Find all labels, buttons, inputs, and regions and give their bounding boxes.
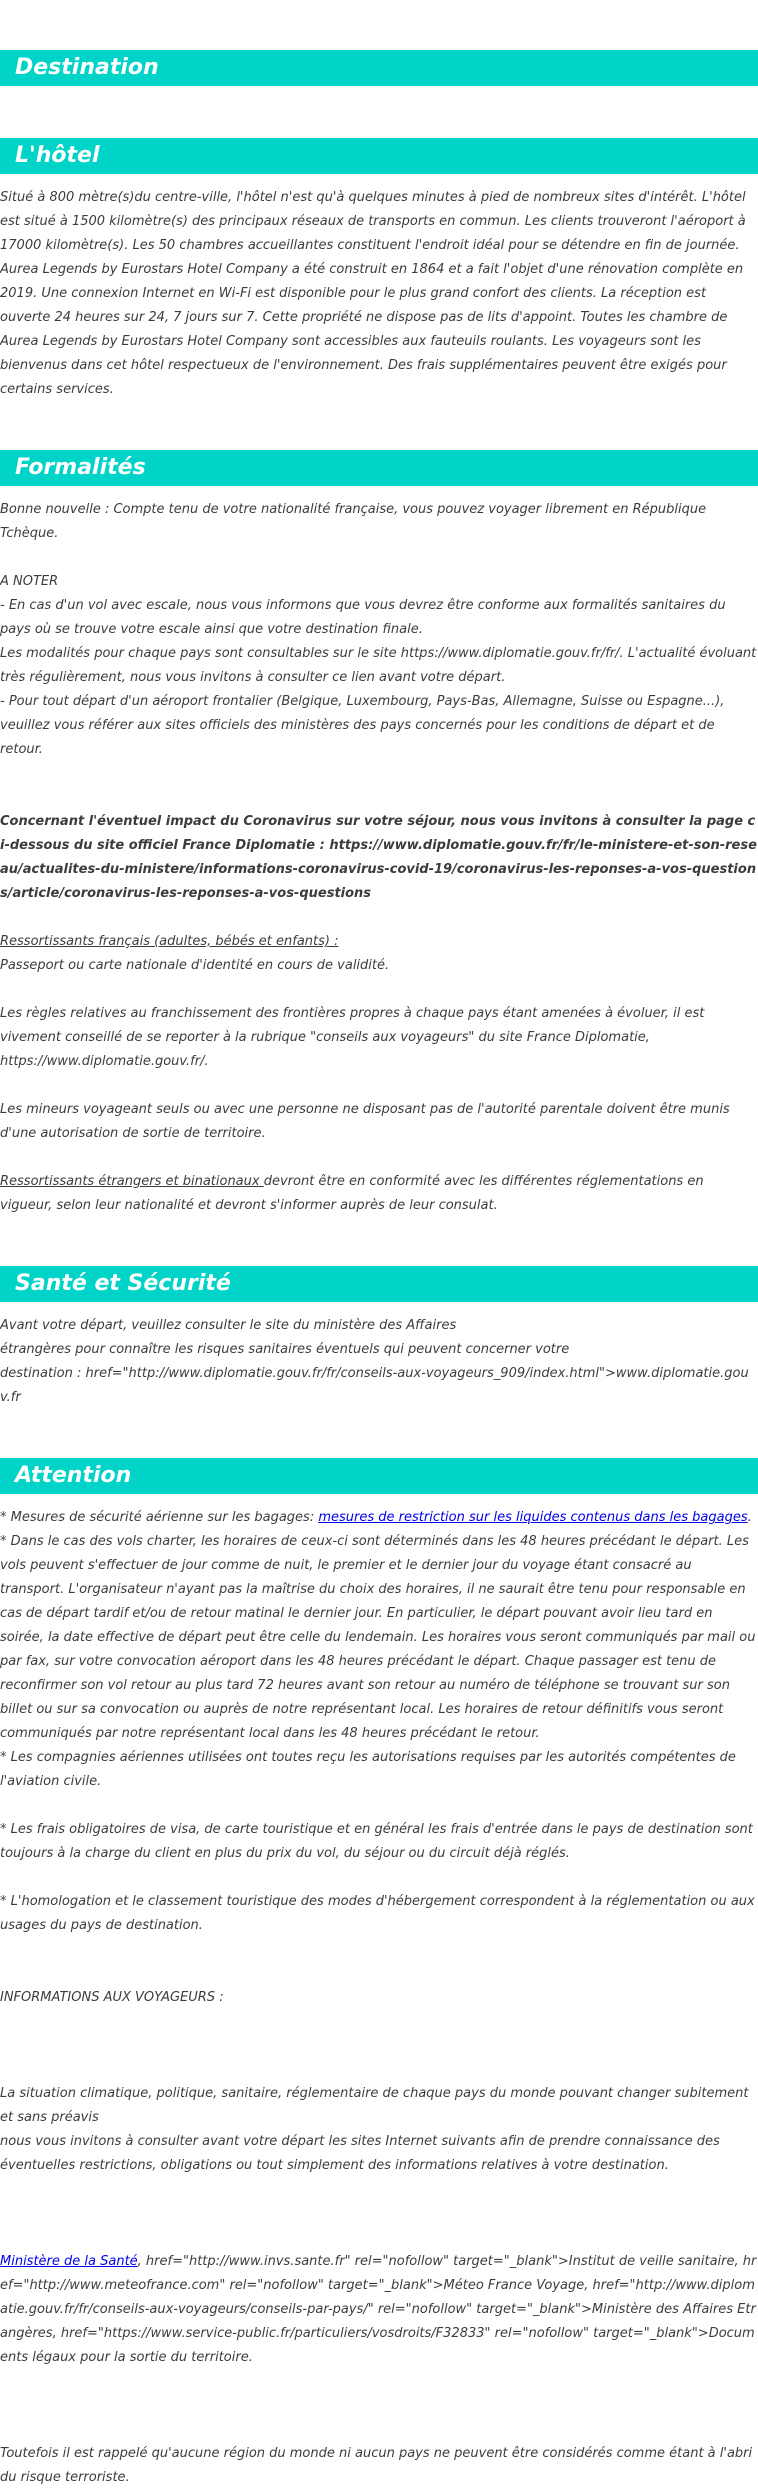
security-measures [0, 1506, 758, 1530]
climate-notice-1: La situation climatique, politique, sanitaire, réglementaire de chaque pays du monde pouvant changer subitement et sans préavis [0, 2086, 749, 2125]
french-nationals-title: Ressortissants français (adultes, bébés et enfants) : [0, 934, 339, 949]
sante-line-3: destination : href="http://www.diplomatie.gouv.fr/fr/conseils-aux-voyageurs_909/index.html">www.diplomatie.gouv.fr [0, 1366, 749, 1405]
section-title-attention: Attention [0, 1458, 758, 1494]
charter-notice: * Dans le cas des vols charter, les horaires de ceux-ci sont déterminés dans les 48 heures précédant le départ. Les vols peuvent s'effectuer de jour comme de nuit, le premier et le dernier jour du voyage étant consacré au transport. L'organisateur n'ayant pas la maîtrise du choix des horaires, il ne saurait être tenu pour responsable en cas de départ tardif et/ou de retour matinal le dernier jour. En particulier, le départ pouvant avoir lieu tard en soirée, la date effective de départ peut être celle du lendemain. Les horaires vous seront communiqués par mail ou par fax, sur votre convocation aéroport dans les 48 heures précédant le départ. Chaque passager est tenu de reconfirmer son vol retour au plus tard 72 heures avant son retour au numéro de téléphone se trouvant sur son billet ou sur sa convocation ou auprès de notre représentant local. Les horaires de retour définitifs vous seront communiqués par notre représentant local dans les 48 heures précédant le retour. [0, 1534, 756, 1741]
border-rules: Les règles relatives au franchissement des frontières propres à chaque pays étant amenées à évoluer, il est vivement conseillé de se reporter à la rubrique "conseils aux voyageurs" du site France Diplomatie, https://www.diplomatie.gouv.fr/. [0, 1006, 705, 1069]
useful-links [0, 2250, 758, 2370]
section-sante [0, 1266, 758, 1410]
formalites-intro: Bonne nouvelle : Compte tenu de votre nationalité française, vous pouvez voyager librement en République Tchèque. [0, 502, 707, 541]
useful-links-text: , href="http://www.invs.sante.fr" rel="nofollow" target="_blank">Institut de veille sanitaire, href="http://www.meteofrance.com" rel="nofollow" target="_blank">Méteo France Voyage, href="http://www.diplomatie.gouv.fr/fr/conseils-aux-voyageurs/conseils-par-pays/" rel="nofollow" target="_blank">Ministère des Affaires Etrangères, href="https://www.service-public.fr/particuliers/vosdroits/F32833" rel="nofollow" target="_blank">Documents légaux pour la sortie du territoire. [0, 2254, 757, 2365]
minors-notice: Les mineurs voyageant seuls ou avec une personne ne disposant pas de l'autorité parentale doivent être munis d'une autorisation de sortie de territoire. [0, 1102, 730, 1141]
section-title-destination: Destination [0, 50, 758, 86]
section-title-hotel: L'hôtel [0, 138, 758, 174]
liquids-restriction-link[interactable]: mesures de restriction sur les liquides contenus dans les bagages [318, 1510, 748, 1525]
note-title: A NOTER [0, 574, 59, 589]
section-formalites [0, 450, 758, 1218]
covid-notice: Concernant l'éventuel impact du Coronavirus sur votre séjour, nous vous invitons à consulter la page ci-dessous du site officiel France Diplomatie : https://www.diplomatie.gouv.fr/fr/le-ministere-et-son-reseau/actualites-du-ministere/informations-coronavirus-covid-19/coronavirus-les-reponses-a-vos-questions/article/coronavirus-les-reponses-a-vos-questions [0, 814, 757, 901]
foreign-nationals-title: Ressortissants étrangers et binationaux [0, 1174, 264, 1189]
section-hotel [0, 138, 758, 402]
hotel-description: Situé à 800 mètre(s)du centre-ville, l'hôtel n'est qu'à quelques minutes à pied de nombreux sites d'intérêt. L'hôtel est situé à 1500 kilomètre(s) des principaux réseaux de transports en commun. Les clients trouveront l'aéroport à 17000 kilomètre(s). Les 50 chambres accueillantes constituent l'endroit idéal pour se détendre en fin de journée. Aurea Legends by Eurostars Hotel Company a été construit en 1864 et a fait l'objet d'une rénovation complète en 2019. Une connexion Internet en Wi-Fi est disponible pour le plus grand confort des clients. La réception est ouverte 24 heures sur 24, 7 jours sur 7. Cette propriété ne dispose pas de lits d'appoint. Toutes les chambre de Aurea Legends by Eurostars Hotel Company sont accessibles aux fauteuils roulants. Les voyageurs sont les bienvenus dans cet hôtel respectueux de l'environnement. Des frais supplémentaires peuvent être exigés pour certains services. [0, 190, 746, 397]
terror-notice: Toutefois il est rappelé qu'aucune région du monde ni aucun pays ne peuvent être considérés comme étant à l'abri du risque terroriste. [0, 2446, 753, 2485]
french-nationals-text: Passeport ou carte nationale d'identité en cours de validité. [0, 958, 390, 973]
section-title-sante: Santé et Sécurité [0, 1266, 758, 1302]
section-title-formalites: Formalités [0, 450, 758, 486]
travelers-info-title: INFORMATIONS AUX VOYAGEURS : [0, 1990, 224, 2005]
security-suffix: . [747, 1510, 752, 1525]
note-stopover: - En cas d'un vol avec escale, nous vous informons que vous devrez être conforme aux formalités sanitaires du pays où se trouve votre escale ainsi que votre destination finale. [0, 598, 726, 637]
section-attention [0, 1458, 758, 2490]
section-destination [0, 50, 758, 86]
note-border-airport: - Pour tout départ d'un aéroport frontalier (Belgique, Luxembourg, Pays-Bas, Allemagne, Suisse ou Espagne...), veuillez vous référer aux sites officiels des ministères des pays concernés pour les conditions de départ et de retour. [0, 694, 725, 757]
sante-line-1: Avant votre départ, veuillez consulter le site du ministère des Affaires [0, 1318, 457, 1333]
foreign-nationals [0, 1170, 758, 1218]
homologation-notice: * L'homologation et le classement touristique des modes d'hébergement correspondent à la réglementation ou aux usages du pays de destination. [0, 1894, 755, 1933]
security-prefix: * Mesures de sécurité aérienne sur les bagages: [0, 1510, 319, 1525]
foreign-nationals-text: devront être en conformité avec les différentes réglementations en vigueur, selon leur nationalité et devront s'informer auprès de leur consulat. [0, 1174, 704, 1213]
sante-line-2: étrangères pour connaître les risques sanitaires éventuels qui peuvent concerner votre [0, 1342, 570, 1357]
ministere-sante-link[interactable]: Ministère de la Santé [0, 2254, 138, 2269]
airlines-notice: * Les compagnies aériennes utilisées ont toutes reçu les autorisations requises par les autorités compétentes de l'aviation civile. [0, 1750, 736, 1789]
climate-notice-2: nous vous invitons à consulter avant votre départ les sites Internet suivants afin de prendre connaissance des éventuelles restrictions, obligations ou tout simplement des informations relatives à votre destination. [0, 2134, 720, 2173]
note-modalities: Les modalités pour chaque pays sont consultables sur le site https://www.diplomatie.gouv.fr/fr/. L'actualité évoluant très régulièrement, nous vous invitons à consulter ce lien avant votre départ. [0, 646, 757, 685]
fees-notice: * Les frais obligatoires de visa, de carte touristique et en général les frais d'entrée dans le pays de destination sont toujours à la charge du client en plus du prix du vol, du séjour ou du circuit déjà réglés. [0, 1822, 753, 1861]
